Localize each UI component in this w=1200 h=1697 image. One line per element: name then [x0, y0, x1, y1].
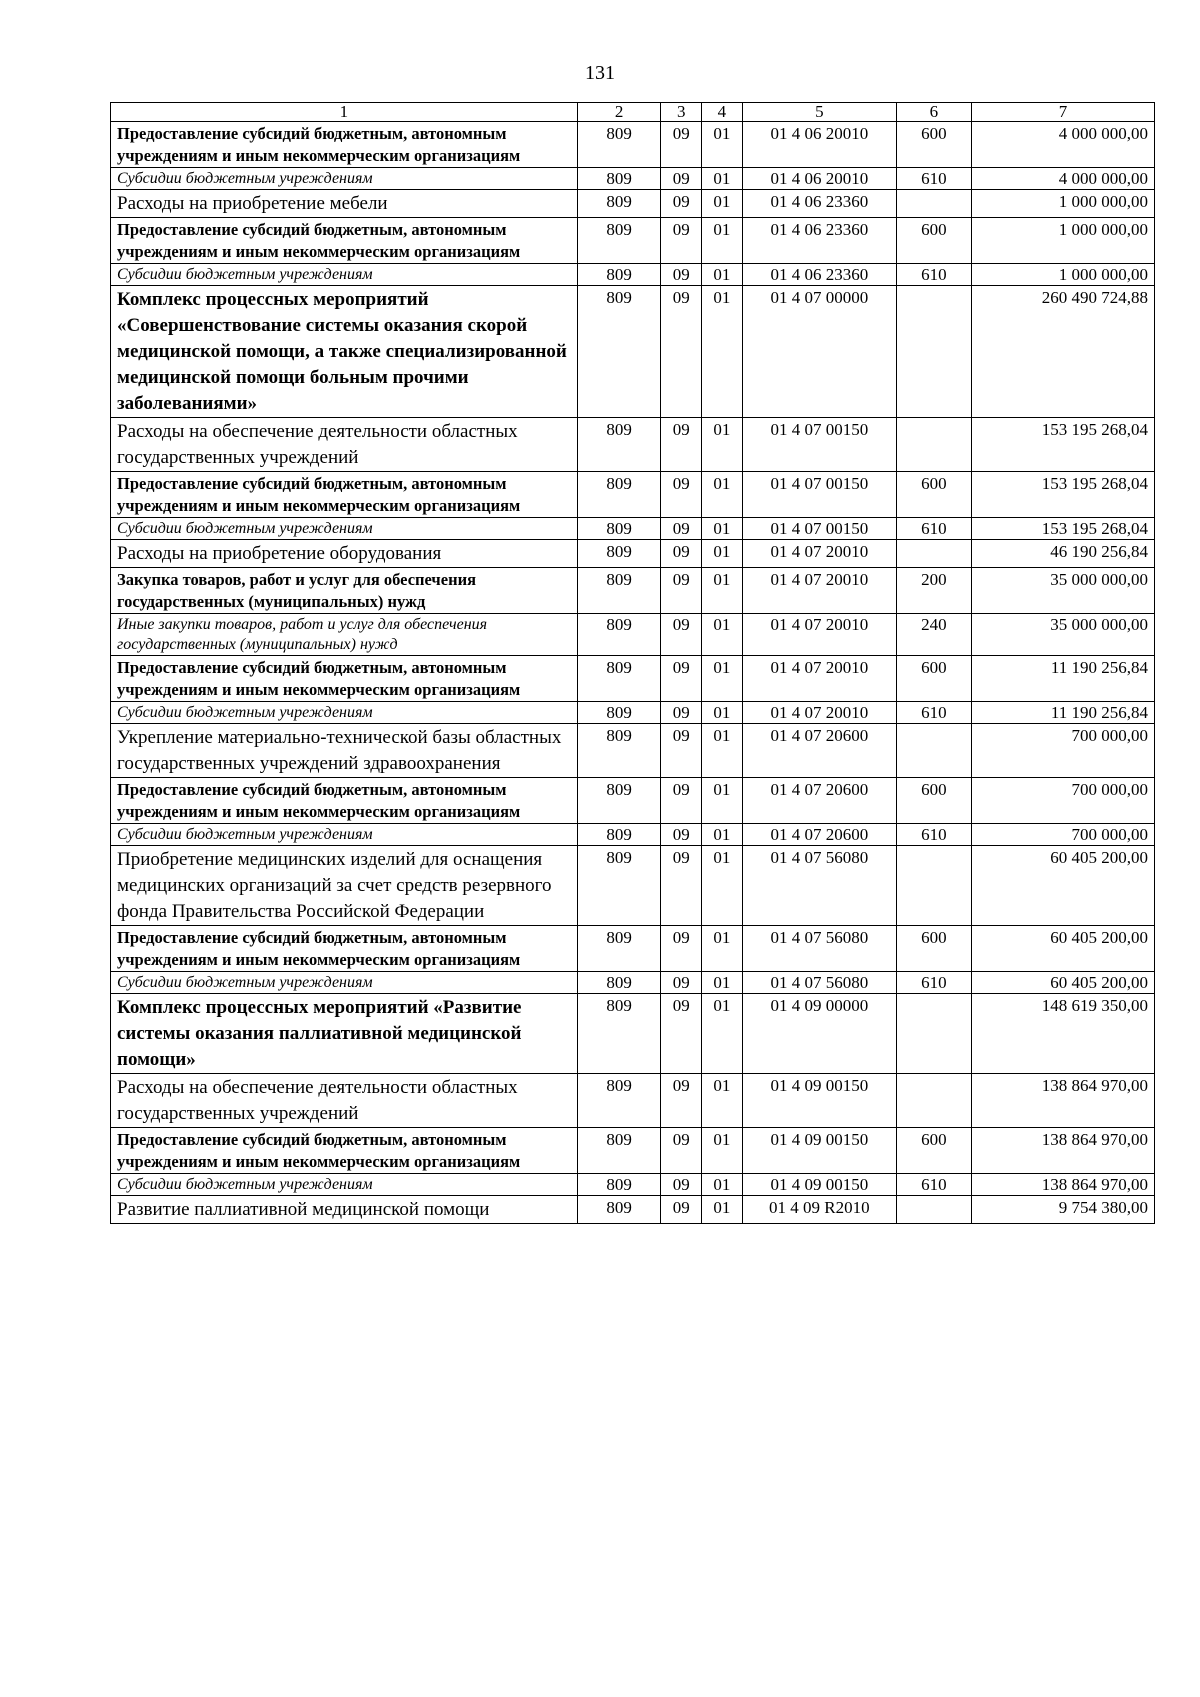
- subsection-cell: 01: [702, 518, 743, 540]
- ministry-code-cell: 809: [577, 472, 661, 518]
- target-article-cell: 01 4 06 23360: [742, 190, 896, 218]
- target-article-cell: 01 4 06 23360: [742, 218, 896, 264]
- expense-type-cell: 610: [896, 702, 971, 724]
- section-cell: 09: [661, 418, 702, 472]
- amount-cell: 11 190 256,84: [971, 702, 1154, 724]
- expense-type-cell: 610: [896, 264, 971, 286]
- amount-cell: 1 000 000,00: [971, 264, 1154, 286]
- target-article-cell: 01 4 07 20600: [742, 824, 896, 846]
- description-cell: Предоставление субсидий бюджетным, автономным учреждениям и иным некоммерческим организациям: [111, 122, 578, 168]
- section-cell: 09: [661, 1128, 702, 1174]
- target-article-cell: 01 4 07 20600: [742, 778, 896, 824]
- description-cell: Субсидии бюджетным учреждениям: [111, 1174, 578, 1196]
- table-row: [111, 568, 1155, 614]
- table-row: [111, 418, 1155, 472]
- ministry-code-cell: 809: [577, 518, 661, 540]
- ministry-code-cell: 809: [577, 1196, 661, 1224]
- subsection-cell: 01: [702, 724, 743, 778]
- table-row: [111, 1074, 1155, 1128]
- subsection-cell: 01: [702, 972, 743, 994]
- subsection-cell: 01: [702, 656, 743, 702]
- target-article-cell: 01 4 09 00150: [742, 1074, 896, 1128]
- amount-cell: 60 405 200,00: [971, 926, 1154, 972]
- description-cell: Предоставление субсидий бюджетным, автономным учреждениям и иным некоммерческим организациям: [111, 926, 578, 972]
- expense-type-cell: [896, 724, 971, 778]
- section-cell: 09: [661, 824, 702, 846]
- ministry-code-cell: 809: [577, 568, 661, 614]
- amount-cell: 138 864 970,00: [971, 1174, 1154, 1196]
- ministry-code-cell: 809: [577, 778, 661, 824]
- ministry-code-cell: 809: [577, 1074, 661, 1128]
- expense-type-cell: 240: [896, 614, 971, 656]
- amount-cell: 138 864 970,00: [971, 1074, 1154, 1128]
- expense-type-cell: 600: [896, 778, 971, 824]
- subsection-cell: 01: [702, 1196, 743, 1224]
- section-cell: 09: [661, 778, 702, 824]
- target-article-cell: 01 4 07 20010: [742, 702, 896, 724]
- amount-cell: 35 000 000,00: [971, 614, 1154, 656]
- subsection-cell: 01: [702, 568, 743, 614]
- expense-type-cell: 600: [896, 472, 971, 518]
- header-cell: 7: [971, 103, 1154, 122]
- expense-type-cell: 610: [896, 168, 971, 190]
- target-article-cell: 01 4 07 00150: [742, 418, 896, 472]
- ministry-code-cell: 809: [577, 656, 661, 702]
- table-row: [111, 926, 1155, 972]
- section-cell: 09: [661, 540, 702, 568]
- description-cell: Приобретение медицинских изделий для оснащения медицинских организаций за счет средств резервного фонда Правительства Российской Федерации: [111, 846, 578, 926]
- table-row: [111, 824, 1155, 846]
- section-cell: 09: [661, 656, 702, 702]
- table-row: [111, 1174, 1155, 1196]
- ministry-code-cell: 809: [577, 846, 661, 926]
- amount-cell: 148 619 350,00: [971, 994, 1154, 1074]
- amount-cell: 35 000 000,00: [971, 568, 1154, 614]
- description-cell: Субсидии бюджетным учреждениям: [111, 264, 578, 286]
- expense-type-cell: 610: [896, 518, 971, 540]
- table-body: [111, 122, 1155, 1224]
- section-cell: 09: [661, 1174, 702, 1196]
- subsection-cell: 01: [702, 264, 743, 286]
- table-row: [111, 190, 1155, 218]
- header-row: [111, 103, 1155, 122]
- ministry-code-cell: 809: [577, 264, 661, 286]
- subsection-cell: 01: [702, 824, 743, 846]
- amount-cell: 46 190 256,84: [971, 540, 1154, 568]
- expense-type-cell: [896, 418, 971, 472]
- header-cell: 5: [742, 103, 896, 122]
- ministry-code-cell: 809: [577, 286, 661, 418]
- table-row: [111, 614, 1155, 656]
- subsection-cell: 01: [702, 122, 743, 168]
- ministry-code-cell: 809: [577, 218, 661, 264]
- section-cell: 09: [661, 122, 702, 168]
- description-cell: Предоставление субсидий бюджетным, автономным учреждениям и иным некоммерческим организациям: [111, 1128, 578, 1174]
- ministry-code-cell: 809: [577, 994, 661, 1074]
- section-cell: 09: [661, 472, 702, 518]
- amount-cell: 9 754 380,00: [971, 1196, 1154, 1224]
- expense-type-cell: 600: [896, 122, 971, 168]
- table-row: [111, 724, 1155, 778]
- subsection-cell: 01: [702, 994, 743, 1074]
- subsection-cell: 01: [702, 540, 743, 568]
- expense-type-cell: [896, 540, 971, 568]
- amount-cell: 1 000 000,00: [971, 218, 1154, 264]
- section-cell: 09: [661, 614, 702, 656]
- section-cell: 09: [661, 972, 702, 994]
- table-row: [111, 994, 1155, 1074]
- target-article-cell: 01 4 09 00150: [742, 1128, 896, 1174]
- section-cell: 09: [661, 568, 702, 614]
- target-article-cell: 01 4 07 20010: [742, 614, 896, 656]
- target-article-cell: 01 4 07 20600: [742, 724, 896, 778]
- section-cell: 09: [661, 846, 702, 926]
- ministry-code-cell: 809: [577, 702, 661, 724]
- expense-type-cell: 600: [896, 926, 971, 972]
- expense-type-cell: [896, 994, 971, 1074]
- amount-cell: 700 000,00: [971, 778, 1154, 824]
- description-cell: Расходы на обеспечение деятельности областных государственных учреждений: [111, 1074, 578, 1128]
- description-cell: Комплекс процессных мероприятий «Развитие системы оказания паллиативной медицинской помощи»: [111, 994, 578, 1074]
- amount-cell: 11 190 256,84: [971, 656, 1154, 702]
- expense-type-cell: 200: [896, 568, 971, 614]
- section-cell: 09: [661, 168, 702, 190]
- ministry-code-cell: 809: [577, 190, 661, 218]
- ministry-code-cell: 809: [577, 724, 661, 778]
- target-article-cell: 01 4 07 56080: [742, 926, 896, 972]
- expense-type-cell: [896, 846, 971, 926]
- description-cell: Предоставление субсидий бюджетным, автономным учреждениям и иным некоммерческим организациям: [111, 656, 578, 702]
- subsection-cell: 01: [702, 702, 743, 724]
- amount-cell: 4 000 000,00: [971, 168, 1154, 190]
- description-cell: Расходы на приобретение мебели: [111, 190, 578, 218]
- table-row: [111, 972, 1155, 994]
- amount-cell: 4 000 000,00: [971, 122, 1154, 168]
- amount-cell: 60 405 200,00: [971, 846, 1154, 926]
- ministry-code-cell: 809: [577, 418, 661, 472]
- expense-type-cell: 610: [896, 824, 971, 846]
- subsection-cell: 01: [702, 418, 743, 472]
- header-cell: 2: [577, 103, 661, 122]
- subsection-cell: 01: [702, 1128, 743, 1174]
- ministry-code-cell: 809: [577, 122, 661, 168]
- amount-cell: 138 864 970,00: [971, 1128, 1154, 1174]
- target-article-cell: 01 4 07 20010: [742, 568, 896, 614]
- subsection-cell: 01: [702, 218, 743, 264]
- ministry-code-cell: 809: [577, 926, 661, 972]
- ministry-code-cell: 809: [577, 972, 661, 994]
- table-row: [111, 168, 1155, 190]
- description-cell: Субсидии бюджетным учреждениям: [111, 702, 578, 724]
- subsection-cell: 01: [702, 472, 743, 518]
- target-article-cell: 01 4 06 23360: [742, 264, 896, 286]
- description-cell: Развитие паллиативной медицинской помощи: [111, 1196, 578, 1224]
- ministry-code-cell: 809: [577, 540, 661, 568]
- description-cell: Субсидии бюджетным учреждениям: [111, 824, 578, 846]
- subsection-cell: 01: [702, 778, 743, 824]
- section-cell: 09: [661, 218, 702, 264]
- section-cell: 09: [661, 518, 702, 540]
- target-article-cell: 01 4 06 20010: [742, 168, 896, 190]
- expense-type-cell: 600: [896, 1128, 971, 1174]
- header-cell: 4: [702, 103, 743, 122]
- section-cell: 09: [661, 724, 702, 778]
- ministry-code-cell: 809: [577, 614, 661, 656]
- subsection-cell: 01: [702, 926, 743, 972]
- ministry-code-cell: 809: [577, 1128, 661, 1174]
- target-article-cell: 01 4 07 56080: [742, 972, 896, 994]
- ministry-code-cell: 809: [577, 1174, 661, 1196]
- subsection-cell: 01: [702, 286, 743, 418]
- header-cell: 1: [111, 103, 578, 122]
- expense-type-cell: 600: [896, 218, 971, 264]
- ministry-code-cell: 809: [577, 824, 661, 846]
- table-row: [111, 1196, 1155, 1224]
- section-cell: 09: [661, 286, 702, 418]
- expense-type-cell: 610: [896, 972, 971, 994]
- table-row: [111, 264, 1155, 286]
- description-cell: Укрепление материально-технической базы областных государственных учреждений здравоохранения: [111, 724, 578, 778]
- description-cell: Комплекс процессных мероприятий «Совершенствование системы оказания скорой медицинской помощи, а также специализированной медицинской помощи больным прочими заболеваниями»: [111, 286, 578, 418]
- expense-type-cell: [896, 1196, 971, 1224]
- description-cell: Расходы на обеспечение деятельности областных государственных учреждений: [111, 418, 578, 472]
- description-cell: Предоставление субсидий бюджетным, автономным учреждениям и иным некоммерческим организациям: [111, 472, 578, 518]
- table-row: [111, 122, 1155, 168]
- subsection-cell: 01: [702, 1174, 743, 1196]
- section-cell: 09: [661, 994, 702, 1074]
- description-cell: Субсидии бюджетным учреждениям: [111, 518, 578, 540]
- table-row: [111, 656, 1155, 702]
- table-row: [111, 218, 1155, 264]
- description-cell: Иные закупки товаров, работ и услуг для обеспечения государственных (муниципальных) нужд: [111, 614, 578, 656]
- section-cell: 09: [661, 702, 702, 724]
- header-cell: 3: [661, 103, 702, 122]
- table-row: [111, 846, 1155, 926]
- subsection-cell: 01: [702, 1074, 743, 1128]
- target-article-cell: 01 4 07 00150: [742, 518, 896, 540]
- expense-type-cell: 610: [896, 1174, 971, 1196]
- target-article-cell: 01 4 07 00150: [742, 472, 896, 518]
- header-cell: 6: [896, 103, 971, 122]
- budget-table: [110, 102, 1155, 1224]
- expense-type-cell: 600: [896, 656, 971, 702]
- target-article-cell: 01 4 07 00000: [742, 286, 896, 418]
- table-row: [111, 778, 1155, 824]
- expense-type-cell: [896, 190, 971, 218]
- table-row: [111, 1128, 1155, 1174]
- description-cell: Предоставление субсидий бюджетным, автономным учреждениям и иным некоммерческим организациям: [111, 778, 578, 824]
- amount-cell: 260 490 724,88: [971, 286, 1154, 418]
- description-cell: Субсидии бюджетным учреждениям: [111, 972, 578, 994]
- section-cell: 09: [661, 190, 702, 218]
- description-cell: Предоставление субсидий бюджетным, автономным учреждениям и иным некоммерческим организациям: [111, 218, 578, 264]
- table-row: [111, 540, 1155, 568]
- amount-cell: 60 405 200,00: [971, 972, 1154, 994]
- table-row: [111, 286, 1155, 418]
- subsection-cell: 01: [702, 614, 743, 656]
- description-cell: Закупка товаров, работ и услуг для обеспечения государственных (муниципальных) нужд: [111, 568, 578, 614]
- target-article-cell: 01 4 07 56080: [742, 846, 896, 926]
- section-cell: 09: [661, 1196, 702, 1224]
- amount-cell: 153 195 268,04: [971, 472, 1154, 518]
- target-article-cell: 01 4 07 20010: [742, 656, 896, 702]
- page-number: 131: [585, 62, 615, 84]
- amount-cell: 1 000 000,00: [971, 190, 1154, 218]
- target-article-cell: 01 4 09 00000: [742, 994, 896, 1074]
- expense-type-cell: [896, 1074, 971, 1128]
- amount-cell: 153 195 268,04: [971, 518, 1154, 540]
- amount-cell: 153 195 268,04: [971, 418, 1154, 472]
- table-row: [111, 472, 1155, 518]
- table-row: [111, 702, 1155, 724]
- target-article-cell: 01 4 06 20010: [742, 122, 896, 168]
- target-article-cell: 01 4 07 20010: [742, 540, 896, 568]
- description-cell: Субсидии бюджетным учреждениям: [111, 168, 578, 190]
- ministry-code-cell: 809: [577, 168, 661, 190]
- subsection-cell: 01: [702, 190, 743, 218]
- section-cell: 09: [661, 264, 702, 286]
- amount-cell: 700 000,00: [971, 724, 1154, 778]
- subsection-cell: 01: [702, 846, 743, 926]
- target-article-cell: 01 4 09 00150: [742, 1174, 896, 1196]
- amount-cell: 700 000,00: [971, 824, 1154, 846]
- expense-type-cell: [896, 286, 971, 418]
- section-cell: 09: [661, 926, 702, 972]
- section-cell: 09: [661, 1074, 702, 1128]
- target-article-cell: 01 4 09 R2010: [742, 1196, 896, 1224]
- table-row: [111, 518, 1155, 540]
- subsection-cell: 01: [702, 168, 743, 190]
- description-cell: Расходы на приобретение оборудования: [111, 540, 578, 568]
